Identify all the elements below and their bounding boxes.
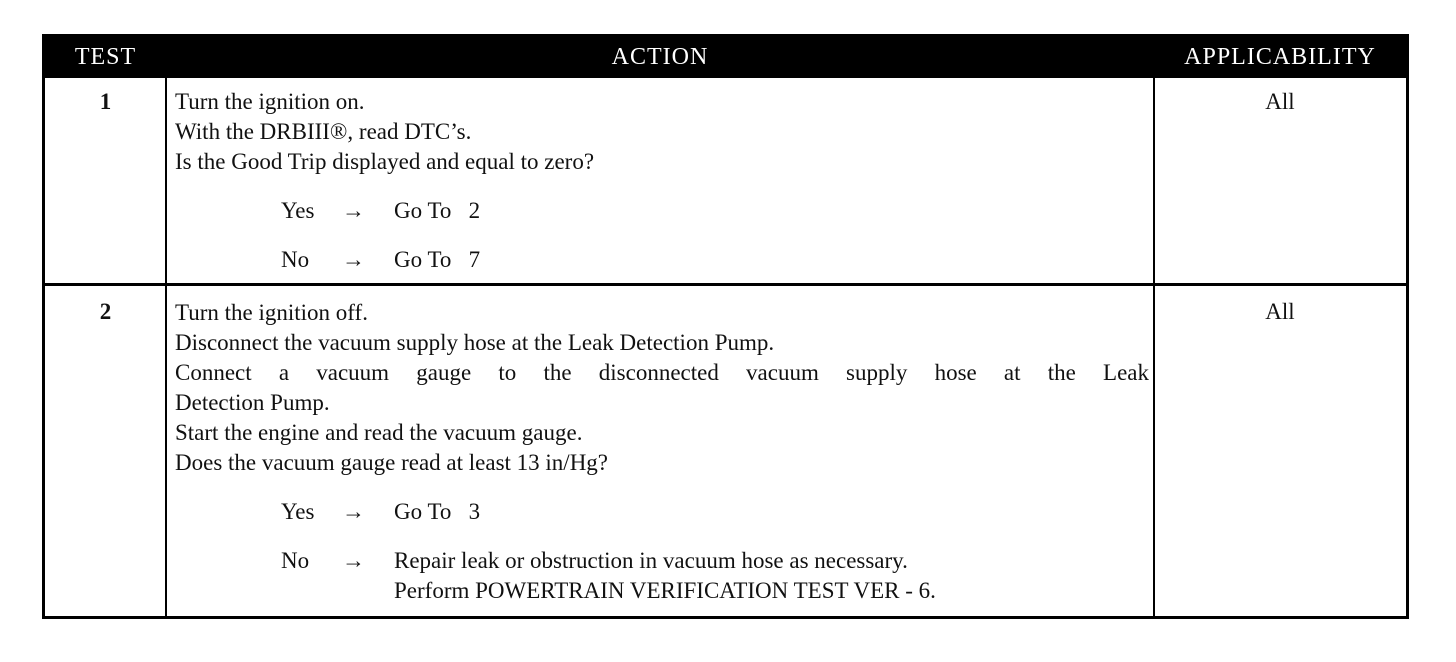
option-answer: Yes [281,499,315,524]
option-result: Go To 3 [394,499,481,524]
action-line: Detection Pump. [175,390,330,415]
row-1-test-number: 1 [99,89,112,114]
action-line: Connect a vacuum gauge to the disconnected vacuum supply hose at the Leak [175,360,1149,385]
option-answer: No [281,548,310,573]
arrow-icon: → [342,548,365,573]
arrow-icon: → [342,499,365,524]
arrow-icon: → [342,198,365,223]
option-answer: Yes [281,198,315,223]
option-no [175,546,1149,606]
option-yes [175,196,1149,226]
action-line: Is the Good Trip displayed and equal to zero? [175,149,595,174]
column-divider-applicability [1153,78,1155,616]
header-action: ACTION [611,44,709,70]
action-line: Turn the ignition on. [175,89,365,114]
row-2-applicability: All [1265,299,1295,324]
option-no [175,245,1149,275]
option-result: Go To 7 [394,247,481,272]
header-test: TEST [74,44,137,70]
header-applicability: APPLICABILITY [1184,44,1376,70]
arrow-icon: → [342,247,365,272]
diagnostic-test-table [42,34,1409,619]
action-line: Disconnect the vacuum supply hose at the Leak Detection Pump. [175,330,775,355]
action-line: With the DRBIII®, read DTC’s. [175,119,472,144]
option-result: Go To 2 [394,198,481,223]
option-answer: No [281,247,310,272]
column-divider-test [165,78,167,616]
option-result: Repair leak or obstruction in vacuum hose as necessary. [394,548,908,573]
row-divider [45,283,1406,286]
action-line: Start the engine and read the vacuum gauge. [175,420,583,445]
action-line: Turn the ignition off. [175,300,368,325]
option-result-continued: Perform POWERTRAIN VERIFICATION TEST VER - 6. [394,578,936,603]
row-1-action [175,87,1149,275]
option-yes [175,497,1149,527]
action-line: Does the vacuum gauge read at least 13 in/Hg? [175,450,609,475]
row-2-test-number: 2 [99,299,112,324]
row-2-action [175,298,1149,606]
table-header [45,37,1406,78]
row-1-applicability: All [1265,89,1295,114]
